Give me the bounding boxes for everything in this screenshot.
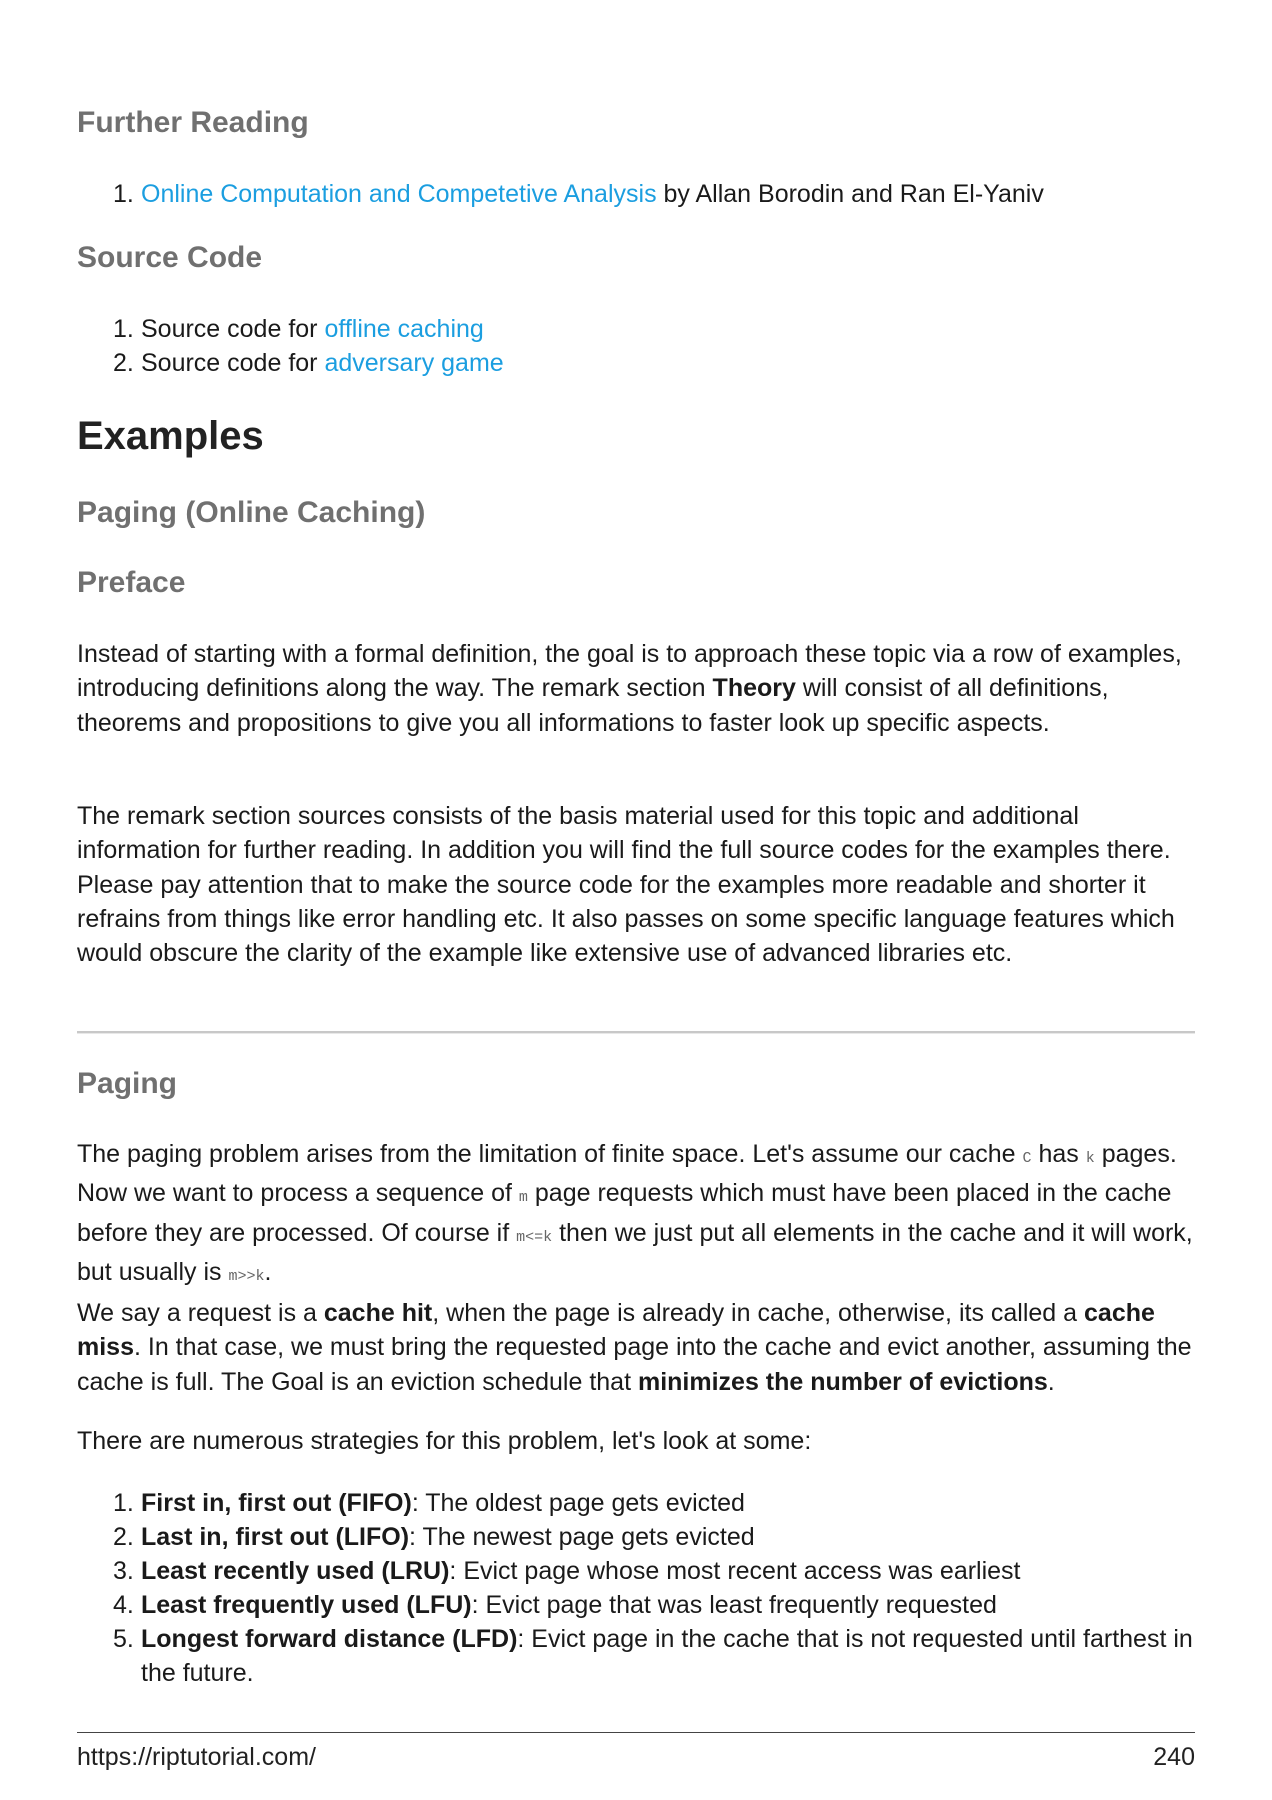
list-number: 2. [113,349,134,377]
strategy-name: First in, first out (FIFO) [141,1489,412,1517]
paging-online-caching-heading: Paging (Online Caching) [77,496,426,529]
strategy-desc: : Evict page whose most recent access was earliest [449,1557,1021,1585]
theory-bold: Theory [712,674,796,703]
inline-code: m>>k [228,1267,265,1285]
book-authors: by Allan Borodin and Ran El-Yaniv [656,180,1044,208]
inline-code: k [1085,1150,1095,1167]
preface-heading: Preface [77,566,186,599]
strategy-name: Least frequently used (LFU) [141,1591,472,1619]
inline-code: m<=k [516,1228,553,1246]
list-item [77,1554,1195,1588]
strategy-desc: : Evict page that was least frequently requested [471,1591,997,1619]
cache-hit-bold: cache hit [323,1299,433,1327]
minimizes-evictions-bold: minimizes the number of evictions [637,1367,1048,1396]
further-reading-heading: Further Reading [77,106,309,139]
strategy-name: Least recently used (LRU) [141,1557,450,1585]
further-reading-list [77,177,1195,211]
list-item [77,1588,1195,1622]
strategies-list [77,1486,1195,1690]
list-number: 2. [113,1523,134,1551]
source-code-list [77,312,1195,380]
list-item [77,1486,1195,1520]
adversary-game-link[interactable]: adversary game [324,349,504,377]
footer-divider [77,1732,1195,1733]
paging-paragraph-3: There are numerous strategies for this problem, let's look at some: [77,1427,812,1455]
list-item [77,346,1195,380]
strategy-desc: : Evict page in the cache that is not requested until farthest in the future. [141,1625,1193,1687]
examples-heading: Examples [77,414,264,458]
paging-paragraph-2: We say a request is a cache hit, when the page is already in cache, otherwise, its called a cache miss. In that case, we must bring the requested page into the cache and evict another, assuming the cache is full. The Goal is an eviction schedule that minimizes the number of evictions. [77,1299,1192,1396]
source-code-heading: Source Code [77,241,263,274]
strategy-desc: : The newest page gets evicted [409,1523,755,1551]
book-link[interactable]: Online Computation and Competetive Analysis [141,180,657,208]
section-divider [77,1031,1195,1034]
list-item [77,1622,1195,1690]
list-item [77,177,1195,211]
paging-heading: Paging [77,1067,178,1100]
strategy-name: Last in, first out (LIFO) [141,1523,410,1551]
list-number: 1. [113,1489,134,1517]
list-item [77,1520,1195,1554]
list-number: 4. [113,1591,134,1619]
list-text: Source code for [141,349,325,377]
list-number: 1. [113,180,134,208]
paging-paragraph-1: The paging problem arises from the limitation of finite space. Let's assume our cache C has k pages. Now we want to process a sequence of m page requests which must have been placed in the cache before they are processed. Of course if m<=k then we just put all elements in the cache and it will work, but usually is m>>k. [77,1140,1193,1286]
preface-paragraph-2: The remark section sources consists of the basis material used for this topic and additional information for further reading. In addition you will find the full source codes for the examples there. Please pay attention that to make the source code for the examples more readable and shorter it refrains from things like error handling etc. It also passes on some specific language features which would obscure the clarity of the example like extensive use of advanced libraries etc. [77,802,1175,968]
page-number: 240 [1153,1743,1195,1771]
strategy-name: Longest forward distance (LFD) [141,1625,518,1653]
inline-code: m [518,1189,528,1207]
inline-code: C [1022,1150,1032,1167]
footer-url: https://riptutorial.com/ [77,1743,316,1771]
preface-paragraph-1: Instead of starting with a formal definition, the goal is to approach these topic via a row of examples, introducing definitions along the way. The remark section Theory will consist of all definitions, theorems and propositions to give you all informations to faster look up specific aspects. [77,640,1182,737]
list-text: Source code for [141,315,325,343]
list-number: 3. [113,1557,134,1585]
list-number: 1. [113,315,134,343]
list-number: 5. [113,1625,134,1653]
offline-caching-link[interactable]: offline caching [324,315,484,343]
list-item [77,312,1195,346]
strategy-desc: : The oldest page gets evicted [411,1489,745,1517]
cache-miss-bold: cache miss [77,1299,1155,1362]
